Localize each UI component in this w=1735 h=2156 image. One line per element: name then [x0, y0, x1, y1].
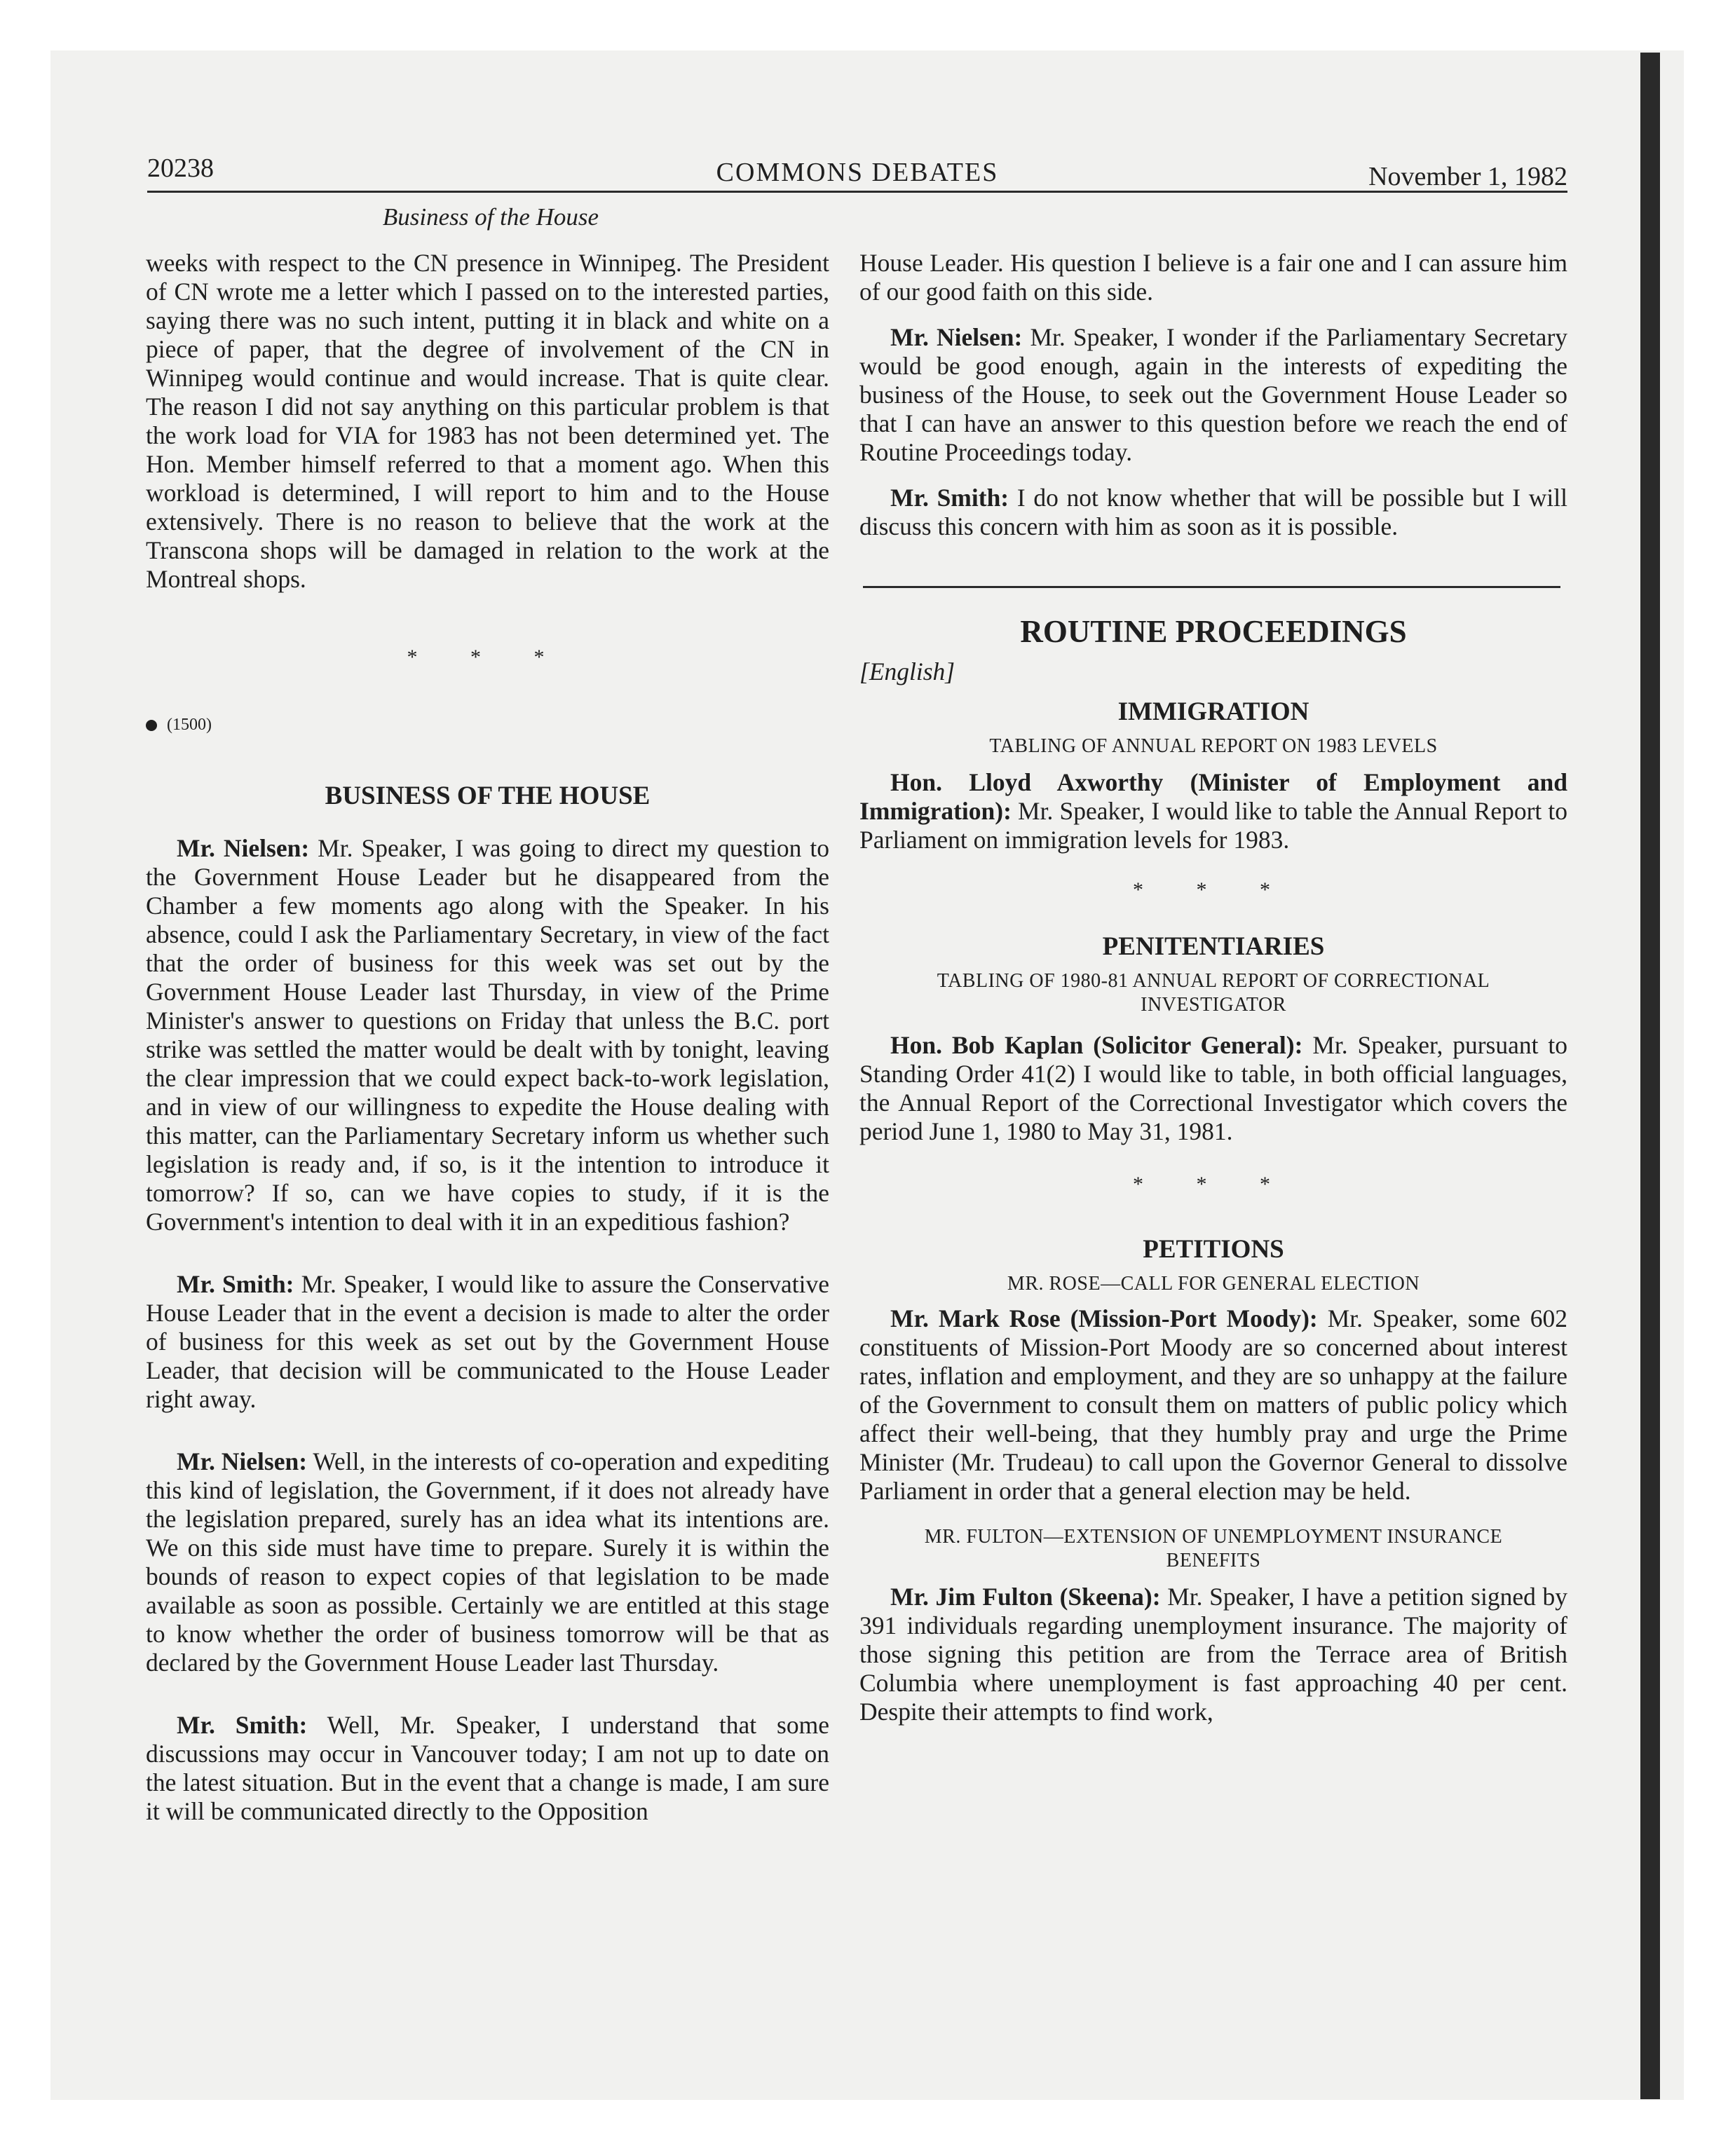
right-column: [859, 249, 1567, 1726]
subheading: MR. ROSE—CALL FOR GENERAL ELECTION: [1007, 1273, 1420, 1295]
speech-text: Mr. Speaker, I have a petition signed by 391 individuals regarding unemployment insurance. The majority of those signing this petition are from the Terrace area of British Columbia where unemployment is fast approaching 40 per cent. Despite their attempts to find work,: [859, 1583, 1568, 1726]
speaker-name: Mr. Smith:: [890, 484, 1009, 512]
section-heading: BUSINESS OF THE HOUSE: [325, 782, 651, 810]
speech-text: Well, Mr. Speaker, I understand that some discussions may occur in Vancouver today; I am not up to date on the latest situation. But in the event that a change is made, I am sure it will be communicated directly to the Opposition: [146, 1711, 829, 1825]
speech: [146, 1270, 829, 1414]
speech: [146, 1447, 829, 1677]
speech-text: Mr. Speaker, I was going to direct my question to the Government House Leader but he disappeared from the Chamber a few moments ago along with the Speaker. In his absence, could I ask the Parliamentary Secretary, in view of the fact that the order of business for this week was set out by the Government House Leader last Thursday, in view of the Prime Minister's answer to questions on Friday that unless the B.C. port strike was settled the matter would be dealt with by tonight, leaving the clear impression that we could expect back-to-work legislation, and in view of our willingness to expedite the House dealing with this matter, can the Parliamentary Secretary inform us whether such legislation is ready and, if so, is it the intention to introduce it tomorrow? If so, can we have copies to study, if it is the Government's intention to deal with it in an expeditious fashion?: [146, 834, 829, 1236]
speech-text: Well, in the interests of co-operation and expediting this kind of legislation, the Government, if it does not already have the legislation prepared, surely has an idea what its intentions are. We on this side must have time to prepare. Surely it is within the bounds of reason to expect copies of that legislation to be made available as soon as possible. Certainly we are entitled at this stage to know whether the order of business tomorrow will be that as declared by the Government House Leader last Thursday.: [146, 1447, 829, 1677]
speech: [859, 768, 1567, 854]
scan-edge-shadow: [1640, 53, 1660, 2099]
paragraph: weeks with respect to the CN presence in Winnipeg. The President of CN wrote me a letter which I passed on to the interested parties, saying there was no such intent, putting it in black and white on a piece of paper, that the degree of involvement of the CN in Winnipeg would continue and would increase. That is quite clear. The reason I did not say anything on this particular problem is that the work load for VIA for 1983 has not been determined yet. The Hon. Member himself referred to that a moment ago. When this workload is determined, I will report to him and to the House extensively. There is no reason to believe that the work at the Transcona shops will be damaged in relation to the work at the Montreal shops.: [146, 249, 829, 593]
speech: [859, 1031, 1567, 1146]
time-marker: [146, 711, 829, 739]
time-marker-text: (1500): [167, 716, 212, 734]
bullet-icon: [146, 720, 157, 731]
speech-text: Mr. Speaker, I would like to assure the Conservative House Leader that in the event a decision is made to alter the order of business for this week as set out by the Government House Leader, that decision will be communicated to the House Leader right away.: [146, 1270, 830, 1413]
speech: [859, 323, 1567, 467]
speech-text: Mr. Speaker, pursuant to Standing Order 41(2) I would like to table, in both official languages, the Annual Report of the Correctional Investigator which covers the period June 1, 1980 to May 31, 1981.: [859, 1031, 1567, 1145]
speech-text: Mr. Speaker, some 602 constituents of Mission-Port Moody are so concerned about interest rates, inflation and employment, and they are so unhappy at the failure of the Government to consult them on matters of public policy which affect their well-being, that they humbly pray and urge the Prime Minister (Mr. Trudeau) to call upon the Governor General to dissolve Parliament in order that a general election may be held.: [859, 1304, 1567, 1505]
speech-text: Mr. Speaker, I would like to table the Annual Report to Parliament on immigration levels for 1983.: [859, 797, 1568, 854]
speech: [859, 1304, 1567, 1506]
running-head: Business of the House: [382, 203, 599, 231]
section-separator: * * *: [1133, 1173, 1294, 1196]
subheading: TABLING OF 1980-81 ANNUAL REPORT OF CORRECTIONAL INVESTIGATOR: [937, 970, 1490, 1016]
speech: [859, 1583, 1567, 1726]
speaker-name: Mr. Jim Fulton (Skeena):: [890, 1583, 1161, 1611]
speech: [146, 1711, 829, 1826]
subheading: MR. FULTON—EXTENSION OF UNEMPLOYMENT INSURANCE BENEFITS: [924, 1526, 1503, 1571]
language-marker: [English]: [859, 657, 955, 685]
speech-text: Mr. Speaker, I wonder if the Parliamentary Secretary would be good enough, again in the interests of expediting the business of the House, to seek out the Government House Leader so that I can have an answer to this question before we reach the end of Routine Proceedings today.: [859, 323, 1568, 466]
speech: [859, 484, 1567, 541]
section-separator: * * *: [407, 646, 569, 669]
section-separator: * * *: [1133, 878, 1294, 901]
speaker-name: Mr. Smith:: [177, 1270, 294, 1298]
subject-heading: PENITENTIARIES: [1102, 932, 1325, 961]
paragraph: House Leader. His question I believe is a fair one and I can assure him of our good faith on this side.: [859, 249, 1567, 306]
left-column: [146, 249, 829, 1826]
speaker-name: Hon. Bob Kaplan (Solicitor General):: [890, 1031, 1303, 1059]
header-date: November 1, 1982: [1368, 162, 1567, 191]
speaker-name: Mr. Nielsen:: [177, 1447, 308, 1475]
page-header: [147, 149, 1567, 193]
speaker-name: Mr. Mark Rose (Mission-Port Moody):: [890, 1304, 1318, 1332]
subject-heading: PETITIONS: [1143, 1235, 1284, 1264]
section-title: ROUTINE PROCEEDINGS: [1020, 614, 1407, 649]
speaker-name: Mr. Nielsen:: [177, 834, 310, 862]
publication-title: COMMONS DEBATES: [716, 158, 999, 187]
speaker-name: Mr. Nielsen:: [890, 323, 1023, 351]
divider-rule: [863, 586, 1560, 588]
page-number: 20238: [147, 153, 214, 183]
speech: [146, 834, 829, 1236]
subject-heading: IMMIGRATION: [1117, 697, 1309, 726]
subheading: TABLING OF ANNUAL REPORT ON 1983 LEVELS: [989, 735, 1438, 757]
speaker-name: Hon. Lloyd Axworthy (Minister of Employment and Immigration):: [859, 768, 1567, 825]
speaker-name: Mr. Smith:: [177, 1711, 308, 1739]
speech-text: I do not know whether that will be possible but I will discuss this concern with him as soon as it is possible.: [859, 484, 1567, 540]
